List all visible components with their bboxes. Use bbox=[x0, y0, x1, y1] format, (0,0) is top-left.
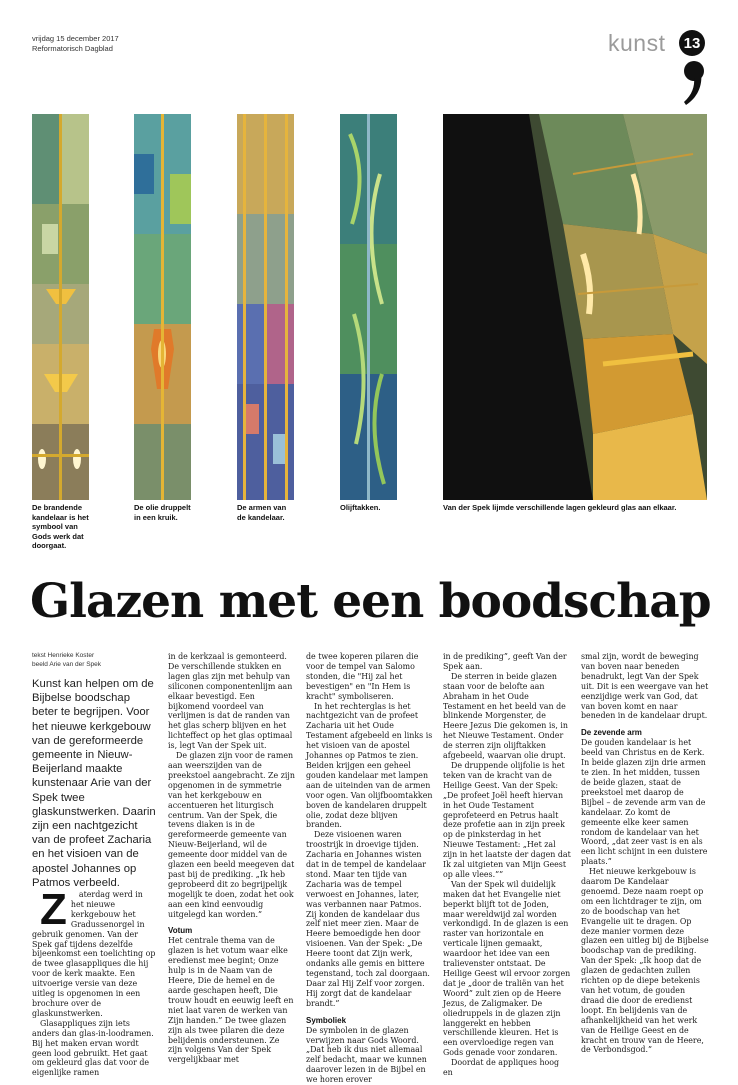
article-paragraph: De sterren in beide glazen staan voor de belofte aan Abraham in het Oude Testament en het beeld van de blinkende Morgenster, de Heere Jezus Die gekomen is, in het Nieuwe Testament. Onder de sterren zijn olijftakken afgebeeld, waarvan olie drupt. bbox=[443, 671, 569, 761]
article-paragraph: De druppende olijfolie is het teken van de kracht van de Heilige Geest. Van der Spek: „De profeet Joël heeft hiervan in het Oude Testament geprofeteerd en Petrus haalt deze profetie aan in zijn preek op de pinksterdag in het Nieuwe Testament: „Het zal zijn in het laatste der dagen dat Ik zal uitgieten van Mijn Geest op alle vlees.”” bbox=[443, 760, 571, 879]
issue-date: vrijdag 15 december 2017 bbox=[32, 34, 119, 43]
article-headline: Glazen met een boodschap bbox=[30, 574, 711, 629]
article-paragraph: Van der Spek wil duidelijk maken dat het Evangelie niet beperkt blijft tot de Joden, maar wereldwijd zal worden verkondigd. In de glazen is een raster van horizontale en verticale lijnen gemaakt, waardoor het idee van een tralievenster ontstaat. De Heilige Geest wil ervoor zorgen dat je „door de traliën van het Woord” zult zien op de Heere Jezus, de Zaligmaker. De oliedruppels in de glazen zijn langgerekt en hebben verschillende kleuren. Het is een overvloedige regen van Gods genade voor zondaren. bbox=[443, 879, 571, 1058]
article-paragraph: in de prediking”, geeft Van der Spek aan. bbox=[443, 652, 567, 671]
photo-layered-glass bbox=[443, 114, 707, 500]
author-credit: tekst Henrieke Koster bbox=[32, 652, 95, 659]
article-paragraph: Het centrale thema van de glazen is het votum waar elke eredienst mee begint; Onze hulp is in de Naam van de Heere, Die de hemel en de aarde geschapen heeft, Die trouw houdt en eeuwig leeft en niet laat varen de werken van Zijn handen.” De twee glazen zijn als twee pilaren die deze belijdenis ondersteunen. Ze zijn volgens Van der Spek vergelijkbaar met bbox=[168, 936, 294, 1065]
article-paragraph: smal zijn, wordt de beweging van boven naar beneden benadrukt, legt Van der Spek uit. Dit is een weergave van het eenzijdige werk van God, dat van boven komt en naar beneden in de kandelaar drupt. bbox=[581, 652, 709, 721]
byline bbox=[32, 652, 158, 669]
newspaper-name: Reformatorisch Dagblad bbox=[32, 44, 113, 53]
article-paragraph: Glasappliques zijn iets anders dan glas-in-loodramen. Bij het maken ervan wordt geen lood gebruikt. Het gaat om gekleurd glas dat voor de eigenlijke ramen bbox=[32, 1018, 154, 1078]
photo-oil-jug bbox=[134, 114, 191, 500]
caption-photo-4: Olijftakken. bbox=[340, 503, 381, 512]
article-paragraph: De glazen zijn voor de ramen aan weerszijden van de preekstoel aangebracht. Ze zijn opgenomen in de symmetrie van het kerkgebouw en accentueren het liturgisch centrum. Van der Spek, die tevens diaken is in de gereformeerde gemeente van Nieuw-Beijerland, wil de gemeente door middel van de glazen een beeld meegeven dat past bij de prediking. „Ik heb geprobeerd dit zo begrijpelijk mogelijk te doen, zodat het ook aan een kind eenvoudig uitgelegd kan worden.” bbox=[168, 751, 295, 919]
section-label: kunst bbox=[608, 30, 666, 56]
article-column-2 bbox=[168, 652, 296, 1065]
page-number-badge: 13 bbox=[679, 30, 705, 56]
subheading-votum: Votum bbox=[168, 926, 193, 936]
article-column-4 bbox=[443, 652, 571, 1078]
article-column-1 bbox=[32, 652, 158, 1078]
article-paragraph: De symbolen in de glazen verwijzen naar Gods Woord. „Dat heb ik dus niet allemaal zelf bedacht, maar we kunnen daarover lezen in de Bijbel en we horen erover bbox=[306, 1025, 427, 1085]
caption-photo-5: Van der Spek lijmde verschillende lagen gekleurd glas aan elkaar. bbox=[443, 503, 677, 512]
caption-photo-2: De olie druppelt in een kruik. bbox=[134, 503, 191, 522]
paragraph-text: aterdag werd in het nieuwe kerkgebouw het Gradussenorgel in gebruik genomen. Van der Spek gaf tijdens dezelfde bijeenkomst een toelichting op de twee glasappliques die hij voor de kerk maakte. Een uitvoerige versie van deze uitleg is opgenomen in een brochure over de glaskunstwerken. bbox=[32, 890, 156, 1018]
article-paragraph bbox=[32, 885, 158, 1019]
article-paragraph: Deze visioenen waren troostrijk in droevige tijden. Zacharia en Johannes wisten dat in de tempel de kandelaar stond. Maar ten tijde van Zacharia was de tempel verwoest en Johannes, later, was verbannen naar Patmos. Zij konden de kandelaar dus zelf niet meer zien. Maar de Heere bemoedigde hen door visioenen. Van der Spek: „De Heere toont dat Zijn werk, ondanks alle gemis en bittere tegenstand, toch zal doorgaan. Daar zal Hij Zelf voor zorgen. Hij zorgt dat de kandelaar brandt.” bbox=[306, 830, 430, 1008]
photo-olive-branches bbox=[340, 114, 397, 500]
photo-candlestick-arms bbox=[237, 114, 294, 500]
subheading-symboliek: Symboliek bbox=[306, 1015, 347, 1025]
photo-burning-candlestick bbox=[32, 114, 89, 500]
article-paragraph: Het nieuwe kerkgebouw is daarom De Kandelaar genoemd. Deze naam roept op om een lichtdrager te zijn, om zo de boodschap van het Evangelie uit te dragen. Op deze manier vormen deze glazen een uitleg bij de Bijbelse boodschap van de prediking. Van der Spek: „Ik hoop dat de glazen de gedachten zullen richten op de diepe betekenis van het votum, de gouden draad die door de eredienst loopt. En belijdenis van de afhankelijkheid van het werk van de Heilige Geest en de kracht en trouw van de Heere, de Verbondsgod.” bbox=[581, 867, 709, 1055]
masthead bbox=[32, 34, 119, 54]
caption-photo-1: De brandende kandelaar is het symbool van Gods werk dat doorgaat. bbox=[32, 503, 89, 550]
article-paragraph: de twee koperen pilaren die voor de tempel van Salomo stonden, die "Hij zal het bevestigen" en "In Hem is kracht" symboliseren. bbox=[306, 652, 419, 701]
caption-photo-3: De armen van de kandelaar. bbox=[237, 503, 287, 522]
article-lead: Kunst kan helpen om de Bijbelse boodschap beter te begrijpen. Voor het nieuwe kerkgebouw van de gereformeerde gemeente in Nieuw-Beijerland maakte kunstenaar Arie van der Spek twee glaskunstwerken. Daarin zijn een nachtgezicht van de profeet Zacharia en het visioen van de apostel Johannes op Patmos verbeeld. bbox=[32, 678, 156, 889]
article-paragraph: De gouden kandelaar is het beeld van Christus en de Kerk. In beide glazen zijn drie armen te zien. In het midden, tussen de beide glazen, staat de preekstoel met daarop de Bijbel – de zevende arm van de kandelaar. Zo komt de gemeente elke keer samen rondom de kandelaar van het Woord, „dat zeer vast is en als een licht schijnt in een duistere plaats.” bbox=[581, 738, 708, 867]
photographer-credit: beeld Arie van der Spek bbox=[32, 660, 102, 668]
comma-logo-icon bbox=[683, 60, 705, 106]
article-paragraph: In het rechterglas is het nachtgezicht van de profeet Zacharia uit het Oude Testament afgebeeld en links is het visioen van de apostel Johannes op Patmos te zien. Beiden krijgen een geheel gouden kandelaar met lampen aan de uiteinden van de armen voor ogen. Van olijfboomtakken boven de kandelaren druppelt olie, zodat deze blijven branden. bbox=[306, 701, 433, 830]
article-column-5 bbox=[581, 652, 709, 1055]
dropcap: Z bbox=[40, 885, 67, 935]
article-column-3 bbox=[306, 652, 434, 1085]
article-paragraph: in de kerkzaal is gemonteerd. De verschillende stukken en lagen glas zijn met behulp van siliconen componentenlijm aan elkaar bevestigd. Een bijkomend voordeel van verlijmen is dat de randen van het glas scherp blijven en het lichteffect op het glas optimaal is, legt Van der Spek uit. bbox=[168, 652, 293, 751]
subheading-zevende-arm: De zevende arm bbox=[581, 728, 642, 738]
article-paragraph: Doordat de appliques hoog en bbox=[443, 1058, 560, 1078]
